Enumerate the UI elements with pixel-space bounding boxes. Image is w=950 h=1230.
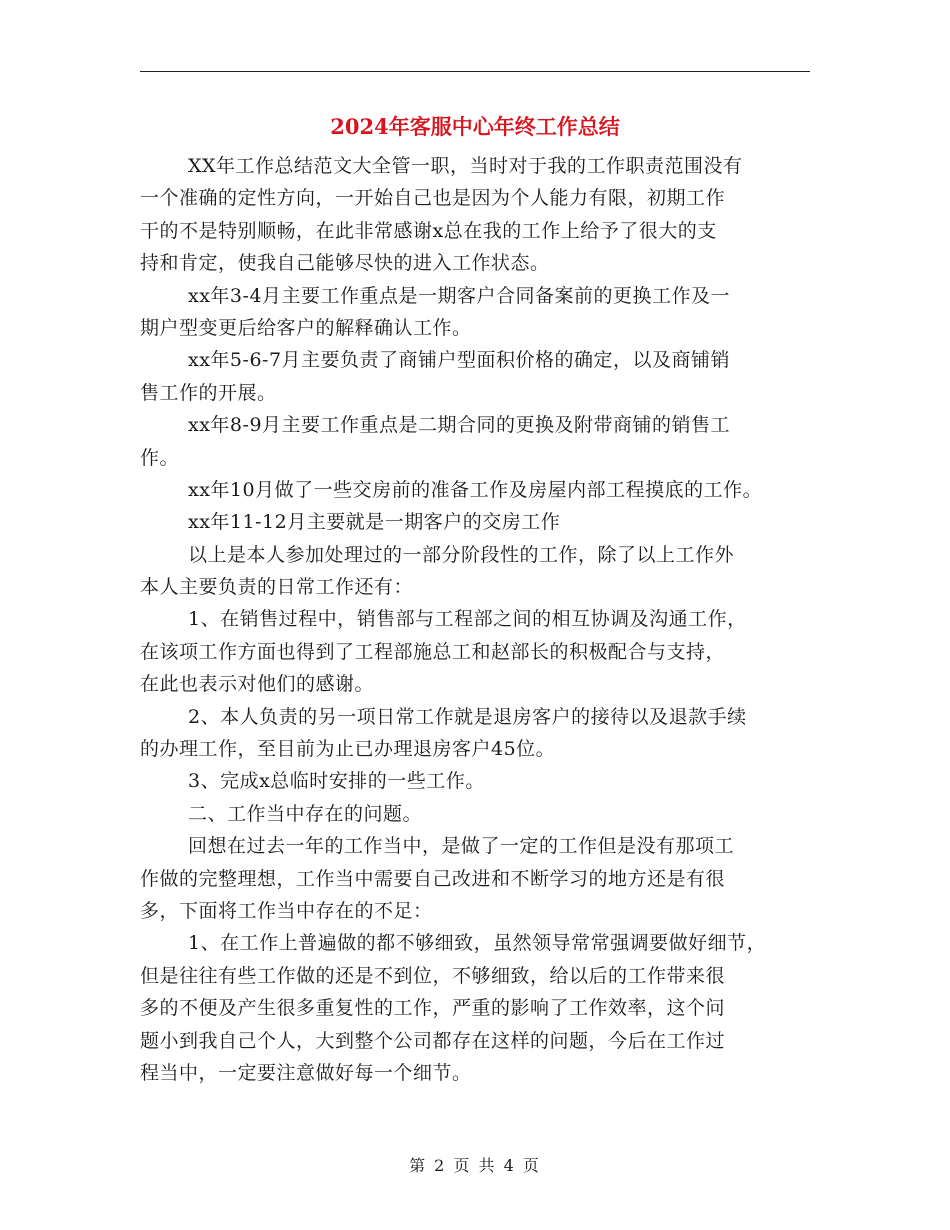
page-number-footer: 第 2 页 共 4 页: [409, 1156, 541, 1175]
paragraph: [140, 701, 820, 766]
paragraph-line: 题小到我自己个人，大到整个公司都存在这样的问题，今后在工作过: [140, 1029, 726, 1052]
paragraph: [140, 927, 820, 1089]
paragraph: [140, 150, 820, 280]
paragraph-line: 作做的完整理想，工作当中需要自己改进和不断学习的地方还是有很: [140, 867, 726, 890]
paragraph-line: 的办理工作，至目前为止已办理退房客户45位。: [140, 738, 556, 761]
paragraph-line: 3、完成x总临时安排的一些工作。: [188, 770, 485, 793]
paragraph: [140, 830, 820, 927]
paragraph: [140, 539, 820, 604]
paragraph-line: xx年8-9月主要工作重点是二期合同的更换及附带商铺的销售工: [188, 414, 731, 437]
paragraph-line: 持和肯定，使我自己能够尽快的进入工作状态。: [140, 252, 550, 275]
paragraph-line: 1、在销售过程中，销售部与工程部之间的相互协调及沟通工作，: [188, 608, 747, 631]
paragraph-line: 以上是本人参加处理过的一部分阶段性的工作，除了以上工作外: [188, 543, 735, 566]
paragraph-line: xx年5-6-7月主要负责了商铺户型面积价格的确定，以及商铺销: [188, 349, 731, 372]
paragraph-line: 期户型变更后给客户的解释确认工作。: [140, 316, 472, 339]
paragraph: [140, 474, 820, 506]
paragraph: [140, 603, 820, 700]
paragraph: [140, 344, 820, 409]
paragraph-line: 2、本人负责的另一项日常工作就是退房客户的接待以及退款手续: [188, 705, 747, 728]
paragraph-line: 二、工作当中存在的问题。: [188, 802, 423, 825]
paragraph-line: 回想在过去一年的工作当中，是做了一定的工作但是没有那项工: [188, 835, 735, 858]
document-title: 2024年客服中心年终工作总结: [330, 114, 620, 139]
paragraph-line: 作。: [140, 446, 180, 469]
paragraph-line: 一个准确的定性方向，一开始自己也是因为个人能力有限，初期工作: [140, 187, 726, 210]
document-body: [140, 150, 820, 1089]
paragraph-line: 1、在工作上普遍做的都不够细致，虽然领导常常强调要做好细节，: [188, 932, 767, 955]
paragraph-line: xx年3-4月主要工作重点是一期客户合同备案前的更换工作及一: [188, 284, 731, 307]
paragraph-line: 干的不是特别顺畅，在此非常感谢x总在我的工作上给予了很大的支: [140, 219, 717, 242]
paragraph-line: XX年工作总结范文大全管一职，当时对于我的工作职责范围没有: [188, 155, 743, 177]
paragraph-line: 本人主要负责的日常工作还有：: [140, 576, 414, 599]
paragraph-line: 多，下面将工作当中存在的不足：: [140, 899, 433, 922]
paragraph: [140, 765, 820, 797]
paragraph: [140, 798, 820, 830]
paragraph-line: 多的不便及产生很多重复性的工作，严重的影响了工作效率，这个问: [140, 997, 726, 1020]
paragraph: [140, 280, 820, 345]
paragraph: [140, 409, 820, 474]
paragraph-line: 售工作的开展。: [140, 381, 277, 404]
header-rule: [140, 71, 810, 72]
paragraph-line: 在该项工作方面也得到了工程部施总工和赵部长的积极配合与支持，: [140, 640, 726, 663]
paragraph-line: xx年10月做了一些交房前的准备工作及房屋内部工程摸底的工作。: [188, 478, 763, 501]
paragraph-line: 程当中，一定要注意做好每一个细节。: [140, 1061, 472, 1084]
paragraph-line: 但是往往有些工作做的还是不到位，不够细致，给以后的工作带来很: [140, 964, 726, 987]
paragraph-line: xx年11-12月主要就是一期客户的交房工作: [188, 511, 561, 534]
paragraph-line: 在此也表示对他们的感谢。: [140, 673, 375, 696]
paragraph: [140, 506, 820, 538]
